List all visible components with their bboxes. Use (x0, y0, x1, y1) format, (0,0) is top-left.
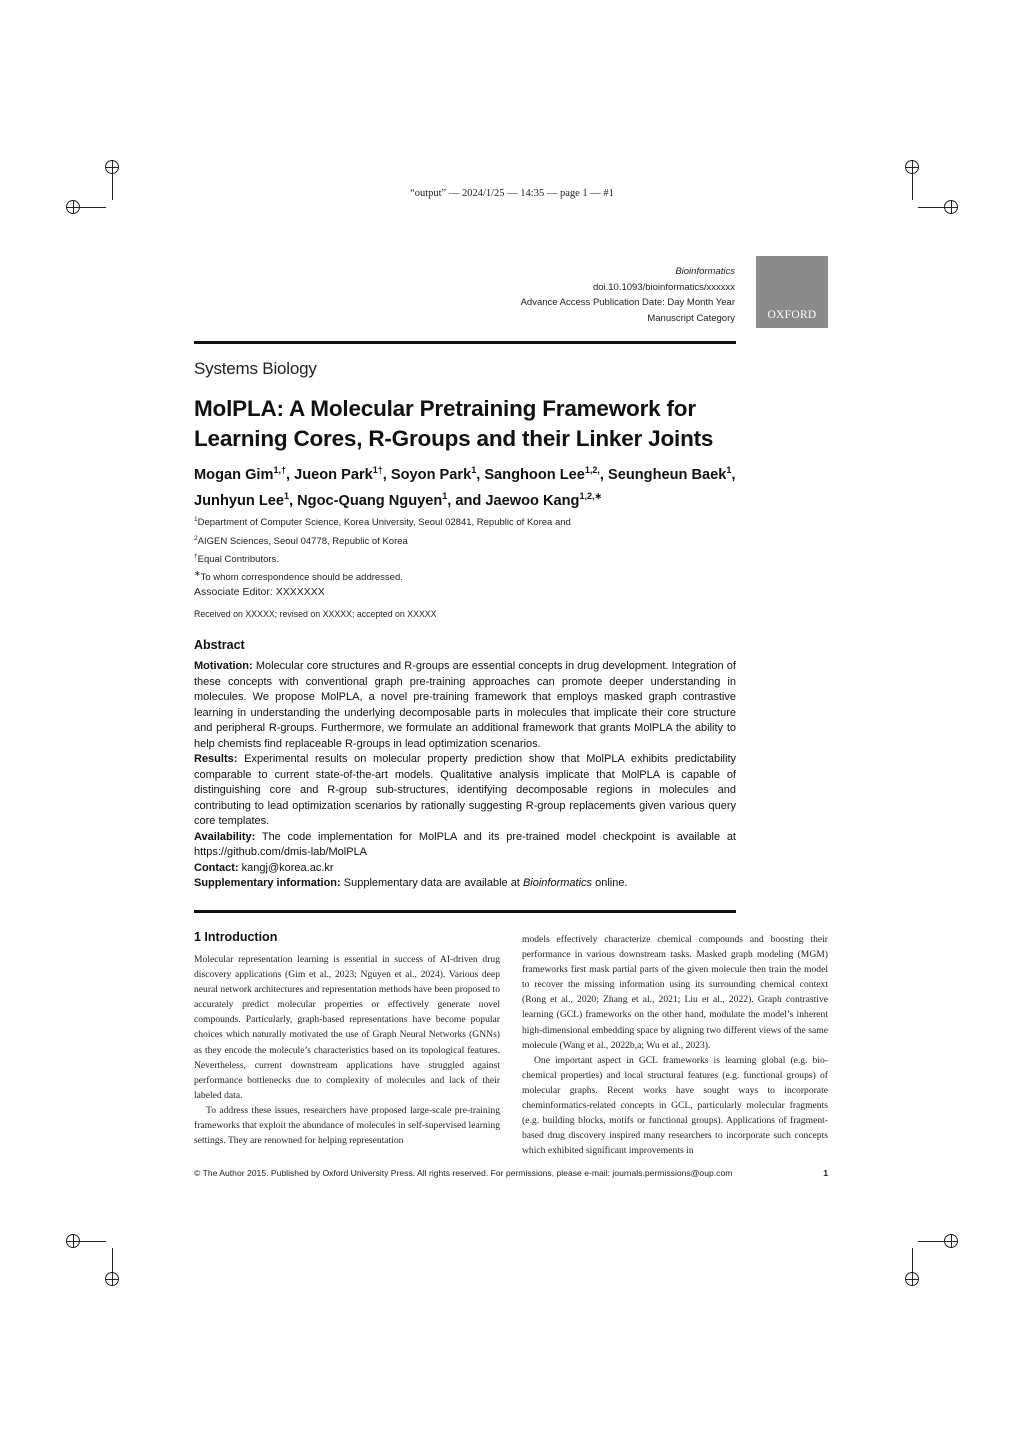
author: Junhyun Lee (194, 492, 285, 509)
header-rule (194, 341, 736, 344)
column-left (194, 952, 500, 1148)
motivation-text: Molecular core structures and R-groups are essential concepts in drug development. Integration of these concepts with conventional graph pre-training approaches can promote deeper understanding in molecules. We propose MolPLA, a novel pre-training framework that employs masked graph contrastive learning in understanding the underlying decomposable parts in molecules that implicate their core structure and peripheral R-groups. Furthermore, we formulate an additional framework that grants MolPLA the ability to help chemists find replaceable R-groups in lead optimization scenarios. (194, 660, 736, 750)
page-footer (194, 1168, 828, 1178)
abstract-contact (194, 861, 736, 877)
supplementary-text: Supplementary data are available at (343, 877, 520, 889)
affiliation-text: Department of Computer Science, Korea University, Seoul 02841, Republic of Korea and (197, 517, 571, 529)
author-separator: , (476, 466, 485, 483)
abstract-supplementary (194, 876, 736, 892)
correspondence-mark: ∗ (194, 569, 201, 578)
author-separator: , (382, 466, 391, 483)
author-affiliation-mark: 1 (442, 490, 448, 501)
author-list (194, 460, 754, 512)
author-affiliation-mark: 1† (372, 465, 383, 475)
correspondence-text: To whom correspondence should be addressed. (200, 572, 403, 584)
contact-email[interactable]: kangj@korea.ac.kr (241, 861, 334, 874)
page-number: 1 (823, 1168, 828, 1178)
affiliation-mark: 1 (194, 516, 198, 523)
availability-label: Availability: (194, 830, 256, 843)
availability-text[interactable]: The code implementation for MolPLA and its pre-trained model checkpoint is available at https://github.com/dmis-lab/MolPLA (194, 830, 736, 858)
author-separator: , (731, 466, 736, 483)
abstract-results (194, 752, 736, 830)
column-right (522, 932, 828, 1158)
abstract-heading: Abstract (194, 638, 245, 652)
author-separator: , (289, 492, 298, 509)
intro-paragraph: One important aspect in GCL frameworks is learning global (e.g. bio-chemical properties) and local structural features (e.g. functional groups) of molecular graphs. Recent works have sought ways to incorporate cheminformatics-related concepts in GCL, particularly molecular fragments (e.g. building blocks, motifs or functional groups). Applications of fragment-based drug discovery inspired many researchers to incorporate such concepts which exhibited significant improvements in (522, 1054, 828, 1157)
affiliations (194, 512, 571, 568)
abstract-body (194, 659, 736, 892)
paper-title: MolPLA: A Molecular Pretraining Framework for Learning Cores, R-Groups and their Linker Joints (194, 396, 714, 451)
publication-date: Advance Access Publication Date: Day Month Year (520, 297, 735, 308)
author-separator: , and (447, 492, 486, 509)
author-affiliation-mark: 1,2, (584, 465, 600, 475)
oxford-logo: OXFORD (756, 256, 828, 328)
received-dates: Received on XXXXX; revised on XXXXX; accepted on XXXXX (194, 609, 437, 619)
correspondence-note (194, 569, 403, 583)
journal-name: Bioinformatics (675, 266, 735, 277)
associate-editor: Associate Editor: XXXXXXX (194, 586, 325, 598)
author: Jueon Park (294, 466, 373, 483)
affiliation-item (194, 512, 571, 531)
author: Seungheun Baek (608, 466, 727, 483)
intro-paragraph: Molecular representation learning is essential in success of AI-driven drug discovery applications (Gim et al., 2023; Nguyen et al., 2024). Various deep neural network architectures and representation methods have been proposed to accurately predict molecular properties or effectively generate novel compounds. Particularly, graph-based representations have become popular choices which naturally motivated the use of Graph Neural Networks (GNNs) as they encode the molecule’s characteristics based on its topological features. Nevertheless, current downstream applications have struggled against performance bottlenecks due to complexity of molecules and lack of their labeled data. (194, 954, 500, 1101)
journal-info (521, 264, 735, 326)
results-label: Results: (194, 753, 238, 765)
abstract-motivation (194, 659, 736, 752)
intro-paragraph: To address these issues, researchers have proposed large-scale pre-training frameworks that exploit the abundance of molecules in self-supervised learning settings. They are renowned for helping representation (194, 1104, 500, 1147)
author: Soyon Park (390, 466, 472, 483)
manuscript-category: Manuscript Category (647, 312, 735, 324)
author-affiliation-mark: 1 (726, 465, 732, 475)
author: Jaewoo Kang (485, 492, 580, 509)
doi: doi.10.1093/bioinformatics/xxxxxx (592, 281, 735, 293)
author-affiliation-mark: 1,2,∗ (579, 490, 603, 501)
running-header: “output” — 2024/1/25 — 14:35 — page 1 — #1 (410, 188, 614, 199)
supplementary-journal: Bioinformatics (522, 877, 593, 889)
author: Sanghoon Lee (484, 466, 585, 483)
author-separator: , (285, 466, 295, 483)
author-affiliation-mark: 1 (471, 465, 477, 475)
author: Mogan Gim (194, 466, 274, 483)
supplementary-text-end: online. (595, 877, 628, 889)
affiliation-item (194, 549, 571, 568)
abstract-availability (194, 830, 736, 861)
affiliation-text: AIGEN Sciences, Seoul 04778, Republic of Korea (197, 535, 408, 547)
affiliation-item (194, 531, 571, 550)
contact-label: Contact: (194, 861, 239, 874)
affiliation-mark: 2 (194, 534, 198, 542)
affiliation-mark: † (194, 553, 198, 561)
motivation-label: Motivation: (194, 660, 253, 672)
introduction-heading: 1 Introduction (194, 930, 278, 944)
supplementary-label: Supplementary information: (194, 877, 341, 889)
results-text: Experimental results on molecular property prediction show that MolPLA exhibits predictability comparable to current state-of-the-art models. Qualitative analysis implicate that MolPLA is capable of distinguishing core and R-group sub-structures, identifying decomposable regions in molecules and contributing to lead optimization scenarios by rationally suggesting R-group replacements given various query core templates. (194, 753, 736, 827)
author-affiliation-mark: 1,† (273, 465, 286, 475)
copyright-notice: © The Author 2015. Published by Oxford University Press. All rights reserved. For permissions, please e-mail: journals.permissions@oup.com (194, 1168, 733, 1178)
intro-paragraph: models effectively characterize chemical compounds and boosting their performance in various downstream tasks. Masked graph modeling (MGM) frameworks first mask partial parts of the given molecule then train the model to recover the missing information using its surrounding chemical context (Rong et al., 2020; Zhang et al., 2021; Liu et al., 2022). Graph contrastive learning (GCL) frameworks on the other hand, modulate the model’s inherent high-dimensional embedding space by aligning two different views of the same molecule (Wang et al., 2022b,a; Wu et al., 2023). (522, 934, 828, 1051)
author-separator: , (599, 466, 608, 483)
abstract-rule (194, 910, 736, 913)
section-category: Systems Biology (194, 359, 317, 378)
author: Ngoc-Quang Nguyen (297, 492, 443, 509)
author-affiliation-mark: 1 (284, 490, 290, 501)
affiliation-text: Equal Contributors. (197, 554, 279, 566)
